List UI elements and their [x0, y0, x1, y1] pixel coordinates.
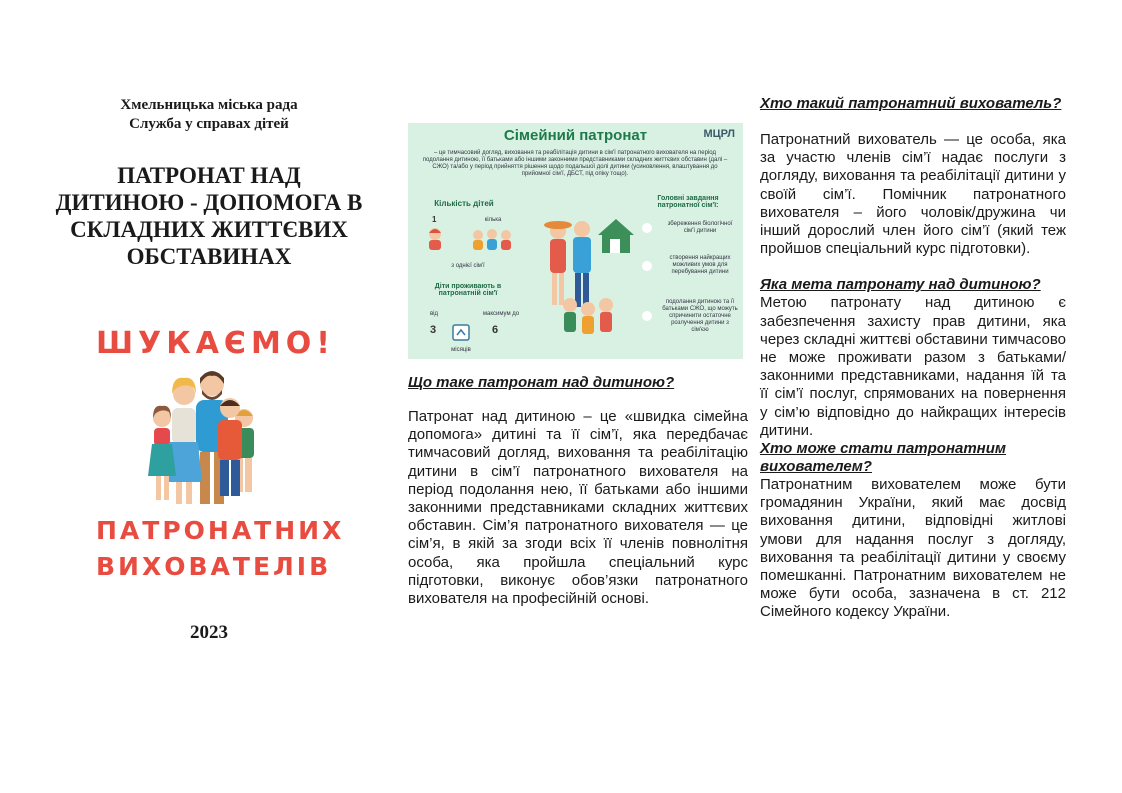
calendar-icon [452, 323, 470, 341]
min-months: 3 [430, 324, 437, 336]
kids-count-label: Кількість дітей [434, 199, 494, 208]
section-text-who-can: Патронатним вихователем може бути громадянин України, який має досвід виховання дитини, відповідні житлові умови для надання послуг з догляду, виховання та реабілітації дитини у своєму помешканні. Патронатним вихователем не може бути особа, зазначена в ст. 212 Сімейного кодексу України. [760, 476, 1066, 621]
children-live-label: Діти проживають в патронатній сім'ї [434, 283, 502, 297]
max-months: 6 [492, 324, 499, 336]
family-patronage-infographic [408, 123, 743, 359]
organization [0, 96, 418, 134]
children-icon [470, 227, 514, 251]
check-icon [642, 311, 652, 321]
task-2: створення найкращих можливих умов для перебування дитини [669, 255, 731, 275]
section-heading-what-is: Що таке патронат над дитиною? [408, 374, 675, 391]
months-label: місяців [451, 347, 471, 353]
from-label: від [429, 311, 439, 317]
section-text-goal: Метою патронату над дитиною є забезпечення захисту прав дитини, яка через складні життєві обставини тимчасово не може проживати разом з батьками/законними представниками, надання їй та її сім’ї послуг, спрямованих на повернення у сім’ю відповідно до найкращих інтересів дитини. [760, 294, 1066, 439]
section-heading-who-can: Хто може стати патронатним вихователем? [760, 440, 1007, 476]
year: 2023 [190, 622, 228, 643]
family-illustration [132, 364, 282, 514]
tasks-title: Головні завдання патронатної сім'ї: [657, 195, 719, 209]
child-icon [424, 227, 446, 251]
check-icon [642, 261, 652, 271]
org-line-1: Хмельницька міська рада [120, 97, 298, 113]
infographic-description: – це тимчасовий догляд, виховання та реабілітація дитини в сім'ї патронатного вихователя на період подолання дитиною, її батьками або іншими законними представниками складних життєвих обставин (далі – СЖО) та/або у період прийняття рішення щодо подальшої долі дитини (усиновлення, влаштування до прийомної сім'ї, ДБСТ, під опіку тощо). [422, 150, 728, 177]
max-to-label: максимум до [482, 311, 520, 317]
poster-subheadline-2: ВИХОВАТЕЛІВ [96, 552, 332, 581]
page-title: ПАТРОНАТ НАД ДИТИНОЮ - ДОПОМОГА В СКЛАДНИХ ЖИТТЄВИХ ОБСТАВИНАХ [55, 163, 363, 269]
section-text-what-is: Патронат над дитиною – це «швидка сімейна допомога» дитині та її сім’ї, яка передбачає тимчасовий догляд, виховання та реабілітацію дитини в сім’ї патронатного вихователя на період подолання нею, її батьками або іншими законними представниками складних життєвих обставин. Сім’я патронатного вихователя — це сім’я, в якій за згоди всіх її членів повнолітня особа, яка пройшла спеціальний курс підготовки, виконує обов’язки патронатного вихователя на професійній основі. [408, 408, 748, 608]
kids-one: 1 [432, 215, 437, 224]
kids-several: кілька [484, 217, 502, 223]
poster-headline: ШУКАЄМО! [96, 326, 335, 361]
section-heading-who-is: Хто такий патронатний вихователь? [760, 95, 1062, 112]
org-line-2: Служба у справах дітей [129, 116, 289, 132]
from-one-family: з однієї сім'ї [451, 263, 485, 269]
task-3: подолання дитиною та її батьками СЖО, що можуть спричинити остаточне розлучення дитини з сім'єю [662, 299, 738, 333]
poster-subheadline-1: ПАТРОНАТНИХ [96, 516, 345, 545]
infographic-title: Сімейний патронат [503, 127, 648, 144]
section-text-who-is: Патронатний вихователь — це особа, яка за участю членів сім’ї надає послуги з догляду, виховання та реабілітації дитини у своїй сім’ї. Помічник патронатного вихователя – його чоловік/дружина чи інший дорослий член його сім’ї (який теж пройшов спеціальний курс підготовки). [760, 131, 1066, 258]
section-heading-goal: Яка мета патронату над дитиною? [760, 276, 1041, 294]
task-1: збереження біологічної сім'ї дитини [667, 221, 733, 234]
check-icon [642, 223, 652, 233]
logo: МЦРЛ [703, 128, 735, 140]
family-house-illustration [540, 205, 634, 355]
